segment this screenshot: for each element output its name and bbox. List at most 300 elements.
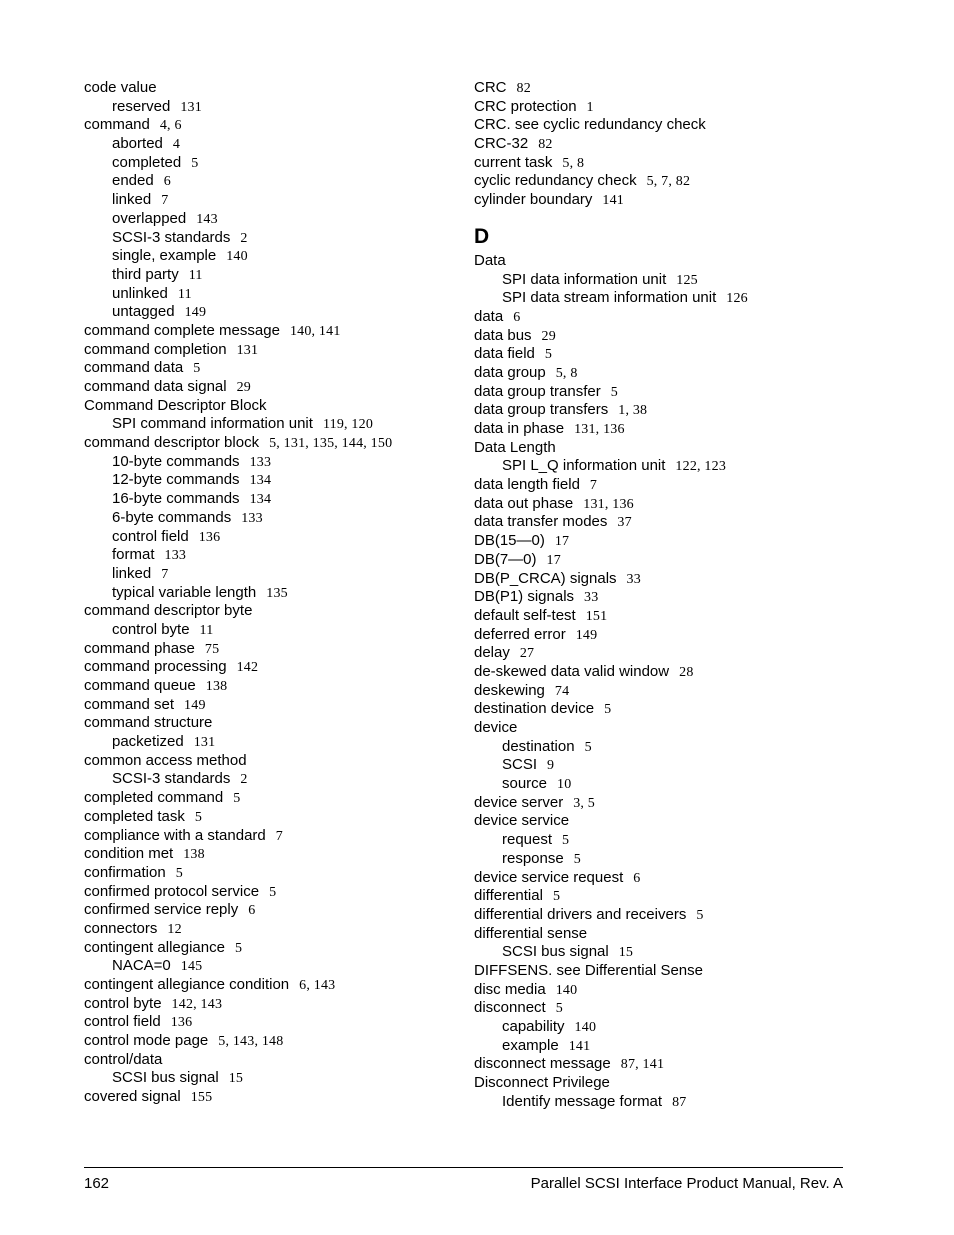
- index-term: ended: [112, 172, 154, 190]
- index-page-refs: 87: [672, 1094, 687, 1110]
- index-page-refs: 28: [679, 664, 694, 680]
- index-page-refs: 131, 136: [583, 496, 634, 512]
- index-term: overlapped: [112, 209, 187, 227]
- index-term: linked: [112, 564, 152, 582]
- index-page-refs: 15: [228, 1071, 244, 1087]
- index-entry: [474, 626, 894, 645]
- index-page-refs: 9: [547, 758, 555, 774]
- index-entry: [84, 602, 454, 621]
- index-page-refs: 133: [249, 454, 272, 470]
- index-page-refs: 122, 123: [675, 459, 727, 475]
- index-subentry: [84, 1069, 454, 1088]
- index-subentry: [84, 247, 454, 266]
- index-entry: [84, 116, 454, 135]
- index-term: destination: [502, 737, 575, 755]
- index-subentry: [84, 303, 454, 322]
- index-page-refs: 151: [585, 608, 608, 624]
- index-term: disconnect: [474, 999, 546, 1017]
- index-term: data in phase: [474, 420, 565, 437]
- index-page-refs: 5, 131, 135, 144, 150: [269, 436, 393, 452]
- index-term: untagged: [112, 303, 175, 321]
- index-entry: [84, 939, 454, 958]
- index-term: control field: [84, 1013, 161, 1031]
- index-page-refs: 5: [552, 889, 561, 905]
- index-entry: [474, 794, 894, 813]
- index-entry: [474, 981, 894, 1000]
- index-group-d: [474, 252, 894, 1112]
- index-entry: [474, 719, 894, 738]
- index-page-refs: 136: [198, 529, 221, 545]
- index-entry: [474, 364, 894, 383]
- index-page-refs: 29: [541, 328, 556, 344]
- index-page-refs: 138: [183, 847, 205, 863]
- index-entry: [84, 883, 454, 902]
- index-entry: [84, 341, 454, 360]
- index-subentry: [84, 229, 454, 248]
- index-entry: [474, 532, 894, 551]
- index-subentry: [84, 528, 454, 547]
- index-term: DB(7—0): [474, 550, 537, 568]
- index-entry: [474, 191, 894, 210]
- index-column-right: [474, 79, 894, 1111]
- index-subentry: [84, 191, 454, 210]
- index-entry: [474, 1074, 894, 1093]
- index-term: command descriptor byte: [84, 602, 253, 620]
- index-term: SPI L_Q information unit: [502, 457, 666, 475]
- index-term: confirmed service reply: [84, 901, 239, 919]
- index-entry: [474, 401, 894, 420]
- index-page-refs: 82: [516, 81, 531, 96]
- index-entry: [84, 79, 454, 98]
- index-subentry: [84, 733, 454, 752]
- index-entry: [474, 439, 894, 458]
- index-page-refs: 10: [557, 777, 572, 793]
- index-term: covered signal: [84, 1088, 181, 1106]
- index-term: NACA=0: [112, 957, 171, 975]
- index-page-refs: 5: [191, 155, 199, 171]
- index-page-refs: 75: [204, 641, 220, 657]
- index-term: capability: [502, 1018, 565, 1035]
- index-page-refs: 7: [161, 566, 169, 582]
- index-term: disconnect message: [474, 1055, 611, 1073]
- index-page-refs: 5: [555, 1001, 563, 1017]
- index-subentry: [84, 285, 454, 304]
- index-term: common access method: [84, 751, 247, 769]
- index-term: control mode page: [84, 1032, 209, 1050]
- index-term: Command Descriptor Block: [84, 396, 267, 414]
- index-term: command data: [84, 359, 184, 377]
- index-page-refs: 119, 120: [322, 417, 374, 433]
- index-subentry: [474, 831, 894, 850]
- index-page-refs: 87, 141: [620, 1057, 665, 1073]
- index-subentry: [84, 415, 454, 434]
- index-page-refs: 82: [538, 137, 553, 153]
- index-term: Disconnect Privilege: [474, 1074, 610, 1092]
- index-term: data length field: [474, 476, 580, 494]
- index-term: example: [502, 1036, 559, 1054]
- index-entry: [474, 682, 894, 701]
- index-page-refs: 136: [170, 1015, 193, 1031]
- index-entry: [474, 154, 894, 173]
- index-term: 10-byte commands: [112, 452, 240, 470]
- index-term: SPI data information unit: [502, 270, 667, 288]
- index-page-refs: 142: [236, 660, 259, 676]
- index-subentry: [474, 1093, 894, 1112]
- index-page-refs: 7: [589, 478, 598, 494]
- index-page-refs: 5: [573, 851, 581, 867]
- index-term: command data signal: [84, 378, 227, 395]
- index-subentry: [84, 584, 454, 603]
- index-page-refs: 134: [249, 492, 272, 508]
- index-term: command complete message: [84, 321, 280, 339]
- index-entry: [84, 789, 454, 808]
- index-page-refs: 5: [194, 809, 203, 825]
- index-page-refs: 149: [184, 305, 207, 321]
- index-subentry: [474, 1018, 894, 1037]
- index-page-refs: 143: [196, 211, 218, 227]
- index-term: CRC-32: [474, 135, 529, 153]
- index-page-refs: 6: [163, 174, 171, 190]
- index-term: cyclic redundancy check: [474, 172, 637, 190]
- index-subentry: [474, 1037, 894, 1056]
- index-page-refs: 7: [161, 193, 169, 209]
- index-term: linked: [112, 191, 152, 209]
- index-term: disc media: [474, 980, 546, 998]
- index-term: data: [474, 307, 504, 325]
- index-term: DIFFSENS. see Differential Sense: [474, 961, 703, 979]
- index-term: command: [84, 116, 150, 134]
- index-entry: [84, 322, 454, 341]
- index-entry: [474, 1055, 894, 1074]
- index-entry: [84, 901, 454, 920]
- index-term: command queue: [84, 677, 196, 694]
- index-term: contingent allegiance condition: [84, 976, 290, 993]
- index-entry: [474, 588, 894, 607]
- index-page-refs: 126: [726, 291, 748, 307]
- index-term: DB(P1) signals: [474, 588, 575, 606]
- index-column-left: [84, 79, 454, 1107]
- index-page-refs: 5, 8: [562, 155, 585, 171]
- index-term: single, example: [112, 247, 217, 265]
- index-entry: [474, 551, 894, 570]
- index-term: command completion: [84, 340, 227, 358]
- index-entry: [84, 1013, 454, 1032]
- index-page-refs: 125: [676, 272, 698, 288]
- index-page-refs: 1, 38: [618, 403, 648, 419]
- index-subentry: [474, 289, 894, 308]
- index-page-refs: 131: [236, 342, 259, 358]
- index-entry: [474, 962, 894, 981]
- index-entry: [474, 476, 894, 495]
- index-entry: [474, 700, 894, 719]
- index-subentry: [474, 756, 894, 775]
- index-term: SPI command information unit: [112, 415, 313, 433]
- index-page-refs: 5: [696, 907, 704, 923]
- index-subentry: [84, 154, 454, 173]
- index-entry: [474, 327, 894, 346]
- index-term: delay: [474, 644, 510, 662]
- index-page-refs: 7: [275, 828, 283, 844]
- index-term: 16-byte commands: [112, 490, 240, 508]
- index-page-refs: 33: [584, 590, 599, 606]
- index-term: request: [502, 831, 553, 849]
- index-term: unlinked: [112, 284, 168, 302]
- index-entry: [84, 1051, 454, 1070]
- footer-manual-title: Parallel SCSI Interface Product Manual, Rev. A: [530, 1175, 843, 1192]
- index-entry: [474, 925, 894, 944]
- index-entry: [84, 808, 454, 827]
- index-term: default self-test: [474, 606, 576, 624]
- index-term: DB(P_CRCA) signals: [474, 569, 617, 587]
- index-term: CRC protection: [474, 97, 577, 115]
- index-page-refs: 5, 8: [555, 365, 578, 381]
- index-subentry: [84, 565, 454, 584]
- index-page-refs: 5, 7, 82: [646, 174, 691, 190]
- index-term: SCSI-3 standards: [112, 228, 231, 246]
- index-term: control byte: [84, 994, 162, 1012]
- index-subentry: [474, 457, 894, 476]
- index-page-refs: 5: [269, 884, 277, 900]
- index-entry: [474, 607, 894, 626]
- index-term: control byte: [112, 620, 190, 638]
- index-page-refs: 27: [519, 646, 535, 662]
- index-term: source: [502, 775, 548, 793]
- index-term: SCSI: [502, 756, 538, 774]
- index-page-refs: 5: [604, 702, 612, 718]
- index-term: packetized: [112, 733, 184, 751]
- index-page-refs: 5: [544, 347, 553, 363]
- index-page-refs: 133: [241, 510, 263, 526]
- index-term: 12-byte commands: [112, 471, 240, 489]
- index-entry: [474, 135, 894, 154]
- index-page-refs: 131: [180, 99, 202, 115]
- index-subentry: [474, 850, 894, 869]
- index-term: SCSI-3 standards: [112, 770, 231, 788]
- index-term: confirmed protocol service: [84, 882, 260, 900]
- index-term: response: [502, 849, 564, 867]
- index-subentry: [84, 770, 454, 789]
- index-term: contingent allegiance: [84, 938, 225, 956]
- index-term: command set: [84, 695, 175, 713]
- index-subentry: [84, 509, 454, 528]
- index-term: Data Length: [474, 438, 556, 456]
- index-entry: [84, 378, 454, 397]
- index-page-refs: 2: [240, 772, 248, 788]
- index-entry: [474, 308, 894, 327]
- index-term: SPI data stream information unit: [502, 289, 717, 307]
- index-section-letter: D: [474, 224, 490, 248]
- index-page-refs: 131, 136: [574, 422, 625, 437]
- index-subentry: [474, 271, 894, 290]
- footer-page-number: 162: [84, 1175, 110, 1192]
- index-entry: [474, 420, 894, 439]
- index-subentry: [84, 172, 454, 191]
- index-entry: [474, 999, 894, 1018]
- index-term: compliance with a standard: [84, 826, 266, 844]
- index-term: condition met: [84, 845, 174, 863]
- index-entry: [84, 1032, 454, 1051]
- index-entry: [474, 513, 894, 532]
- index-page-refs: 11: [199, 622, 214, 638]
- index-term: code value: [84, 79, 157, 96]
- index-page-refs: 5: [234, 940, 243, 956]
- index-page-refs: 134: [249, 473, 272, 489]
- index-entry: [474, 869, 894, 888]
- index-term: data out phase: [474, 494, 574, 512]
- index-term: data group transfer: [474, 382, 601, 400]
- index-page-refs: 5, 143, 148: [218, 1034, 284, 1050]
- index-page-refs: 15: [618, 945, 634, 961]
- index-page-refs: 6: [248, 903, 256, 919]
- index-entry: [84, 397, 454, 416]
- index-term: command structure: [84, 714, 213, 732]
- index-subentry: [84, 210, 454, 229]
- index-subentry: [84, 453, 454, 472]
- index-term: SCSI bus signal: [112, 1069, 219, 1087]
- index-page-refs: 17: [546, 552, 561, 568]
- index-entry: [474, 252, 894, 271]
- index-subentry: [84, 266, 454, 285]
- index-entry: [84, 845, 454, 864]
- index-page-refs: 155: [190, 1090, 213, 1106]
- index-term: reserved: [112, 97, 171, 115]
- index-entry: [474, 345, 894, 364]
- index-entry: [84, 864, 454, 883]
- index-page-refs: 33: [626, 571, 641, 587]
- index-subentry: [474, 943, 894, 962]
- index-subentry: [84, 490, 454, 509]
- index-page-refs: 141: [568, 1038, 591, 1054]
- index-term: data bus: [474, 326, 532, 344]
- index-page-refs: 145: [180, 959, 203, 975]
- index-term: differential sense: [474, 924, 588, 942]
- index-term: data transfer modes: [474, 513, 608, 531]
- index-page-refs: 4, 6: [159, 118, 182, 134]
- index-term: data group: [474, 363, 546, 381]
- index-page-refs: 74: [554, 683, 570, 699]
- index-page-refs: 11: [188, 267, 203, 283]
- index-entry: [474, 172, 894, 191]
- index-entry: [84, 677, 454, 696]
- index-entry: [474, 812, 894, 831]
- index-page-refs: 140: [555, 982, 578, 998]
- index-page-refs: 149: [184, 697, 206, 713]
- index-subentry: [474, 775, 894, 794]
- index-term: destination device: [474, 700, 595, 718]
- index-term: completed: [112, 153, 182, 171]
- index-term: command processing: [84, 658, 227, 676]
- index-term: control field: [112, 527, 189, 545]
- index-page-refs: 140: [574, 1020, 597, 1035]
- index-entry: [474, 644, 894, 663]
- index-entry: [474, 98, 894, 117]
- index-subentry: [84, 471, 454, 490]
- index-group-c: [474, 79, 894, 210]
- index-page-refs: 29: [236, 380, 251, 395]
- index-term: completed task: [84, 807, 185, 825]
- index-term: current task: [474, 153, 553, 171]
- index-term: control/data: [84, 1050, 163, 1068]
- index-entry: [84, 995, 454, 1014]
- index-term: command phase: [84, 639, 195, 657]
- index-term: Data: [474, 251, 506, 269]
- index-entry: [84, 714, 454, 733]
- index-entry: [84, 920, 454, 939]
- index-page-refs: 5: [610, 384, 618, 400]
- index-page-refs: 2: [240, 230, 248, 246]
- index-page-refs: 142, 143: [171, 996, 223, 1012]
- index-entry: [84, 359, 454, 378]
- index-term: CRC: [474, 79, 507, 96]
- index-term: DB(15—0): [474, 532, 545, 550]
- index-entry: [474, 663, 894, 682]
- index-page-refs: 131: [193, 735, 216, 751]
- index-subentry: [84, 98, 454, 117]
- index-page-refs: 6: [513, 309, 521, 325]
- index-entry: [84, 1088, 454, 1107]
- index-page-refs: 133: [164, 548, 187, 564]
- index-term: Identify message format: [502, 1092, 663, 1110]
- index-term: third party: [112, 265, 179, 283]
- index-entry: [84, 827, 454, 846]
- index-page-refs: 149: [575, 627, 598, 643]
- index-term: format: [112, 546, 155, 564]
- index-term: data group transfers: [474, 401, 609, 419]
- index-subentry: [84, 957, 454, 976]
- index-page-refs: 5: [233, 791, 241, 807]
- index-term: differential drivers and receivers: [474, 905, 687, 923]
- index-entry: [474, 887, 894, 906]
- index-term: confirmation: [84, 863, 166, 881]
- index-term: connectors: [84, 919, 158, 937]
- index-subentry: [84, 621, 454, 640]
- index-term: device server: [474, 793, 564, 811]
- index-entry: [84, 696, 454, 715]
- index-page-refs: 5: [175, 865, 183, 881]
- index-entry: [84, 976, 454, 995]
- index-entry: [474, 906, 894, 925]
- index-entry: [474, 79, 894, 98]
- index-page-refs: 11: [177, 286, 192, 302]
- index-page-refs: 140, 141: [289, 323, 341, 339]
- index-page-refs: 5: [193, 361, 201, 377]
- index-page-refs: 3, 5: [573, 795, 596, 811]
- index-page-refs: 5: [562, 833, 570, 849]
- index-page-refs: 138: [205, 679, 228, 694]
- index-term: SCSI bus signal: [502, 943, 609, 961]
- index-term: completed command: [84, 789, 224, 807]
- index-entry: [84, 640, 454, 659]
- index-subentry: [84, 135, 454, 154]
- index-page-refs: 6, 143: [299, 978, 336, 993]
- index-entry: [84, 752, 454, 771]
- index-subentry: [474, 738, 894, 757]
- index-term: device service request: [474, 868, 624, 886]
- index-page-refs: 1: [586, 99, 594, 115]
- index-page-refs: 37: [617, 515, 632, 531]
- index-term: typical variable length: [112, 583, 257, 601]
- index-entry: [84, 434, 454, 453]
- index-entry: [84, 658, 454, 677]
- index-term: data field: [474, 345, 535, 363]
- index-term: cylinder boundary: [474, 191, 593, 209]
- index-term: 6-byte commands: [112, 508, 232, 526]
- index-page-refs: 5: [584, 739, 592, 755]
- index-page-refs: 4: [172, 137, 181, 153]
- index-subentry: [84, 546, 454, 565]
- index-term: device: [474, 719, 518, 736]
- index-term: aborted: [112, 135, 163, 153]
